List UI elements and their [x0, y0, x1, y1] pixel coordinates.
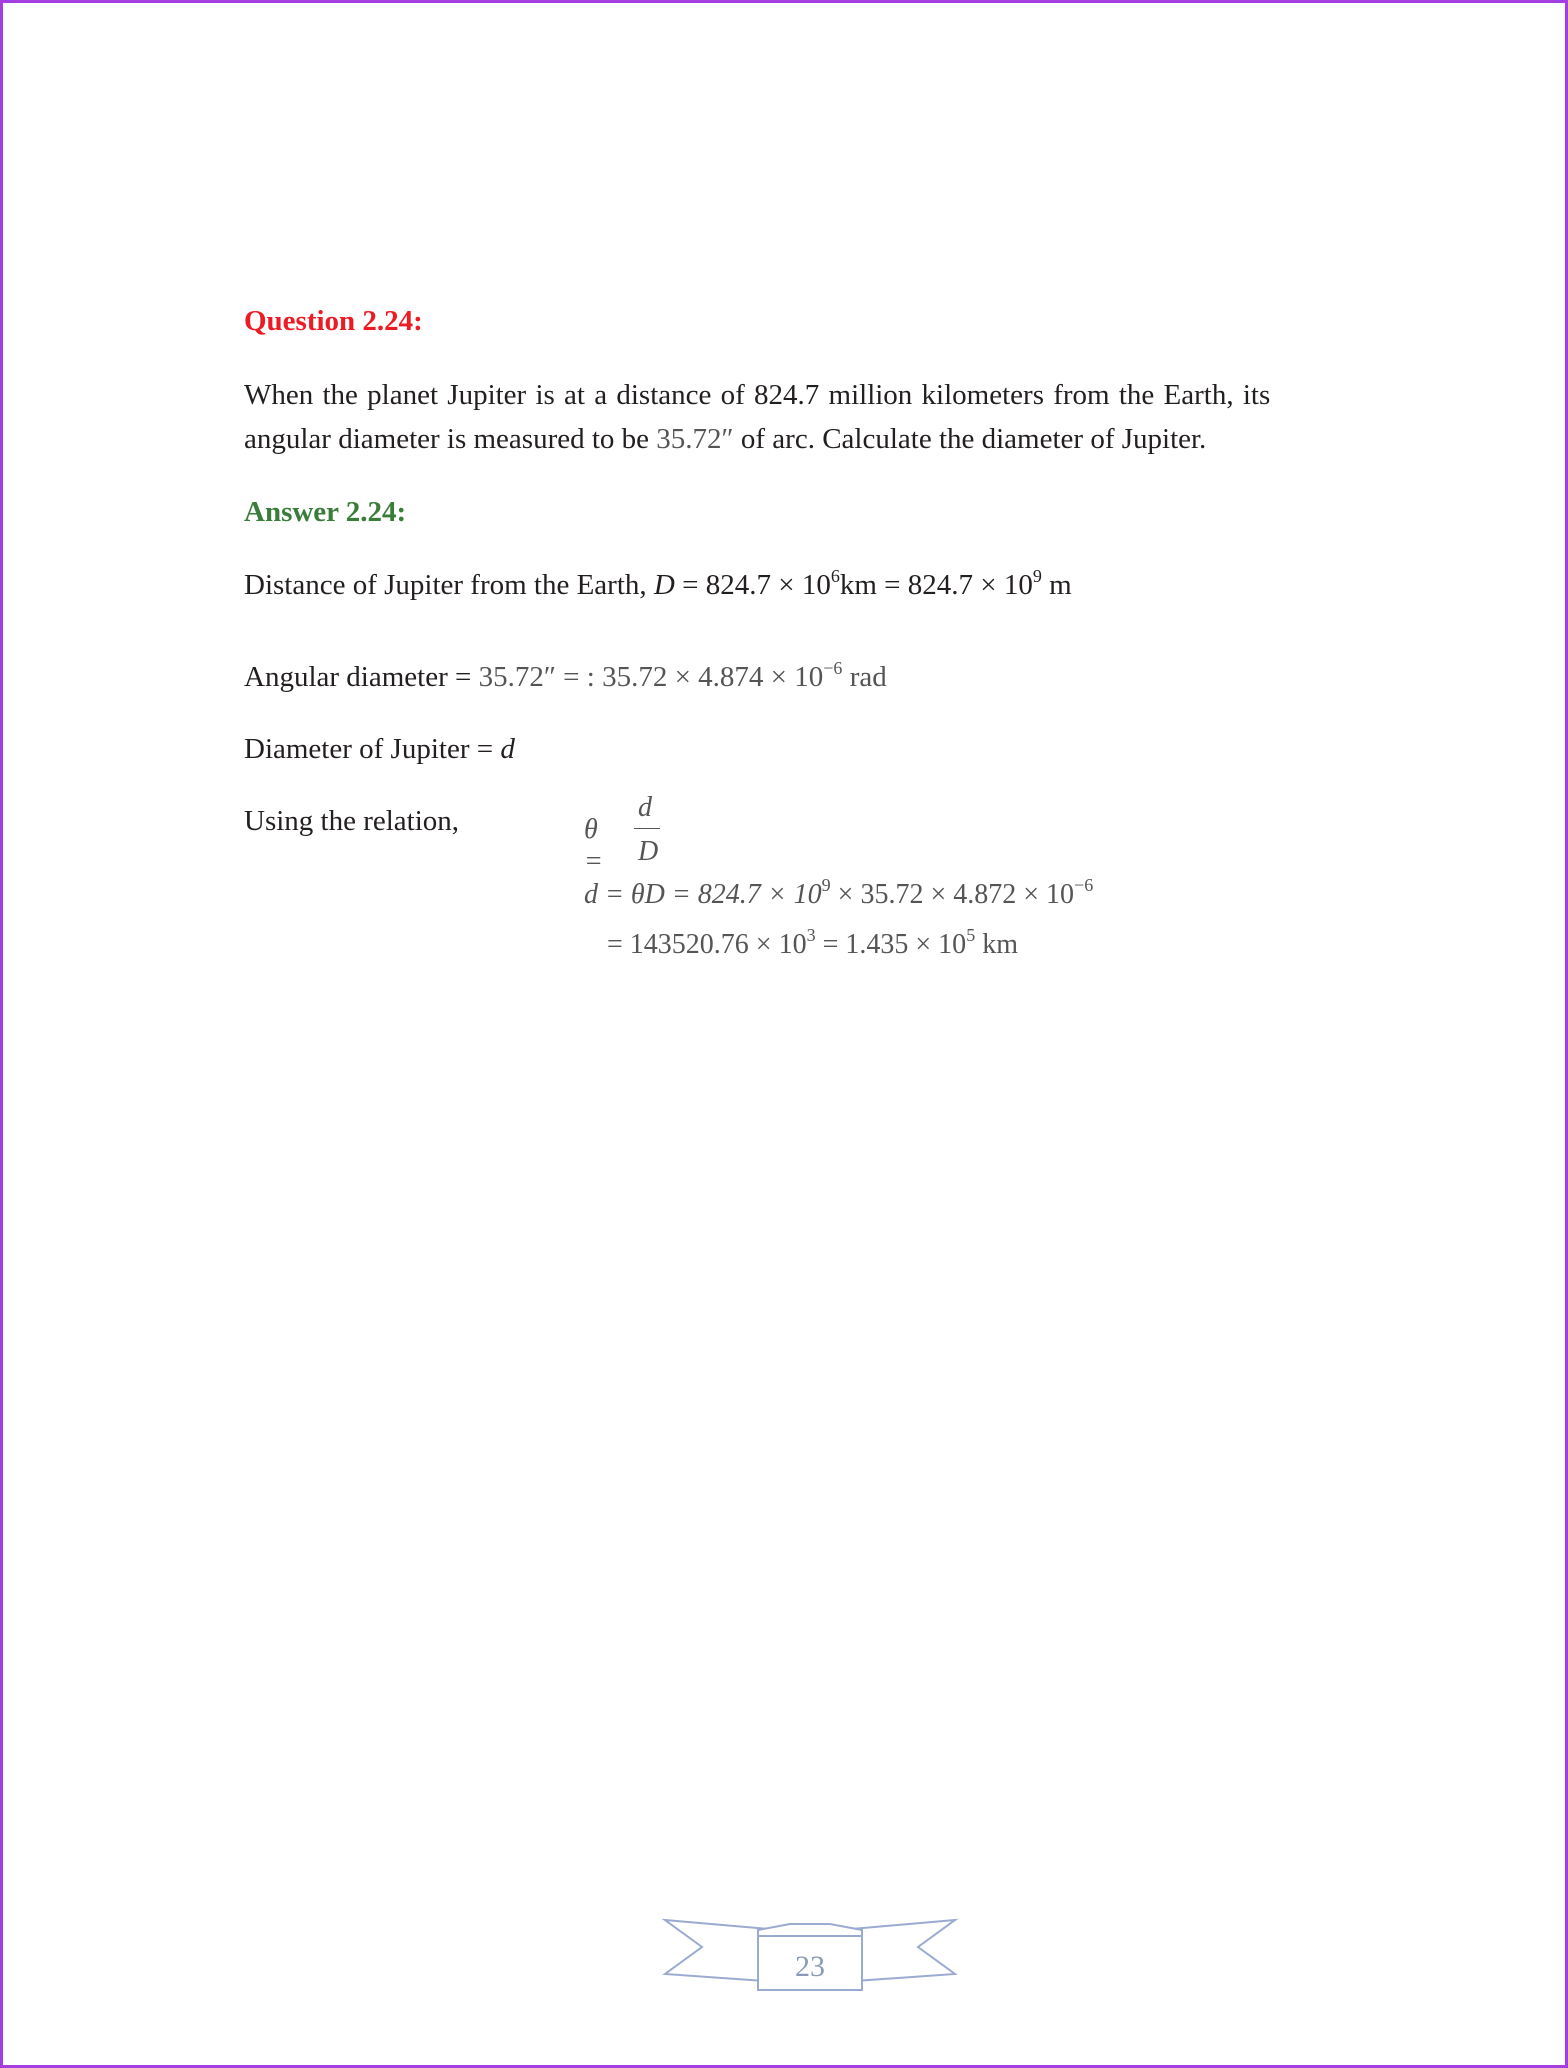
text: m	[1041, 569, 1072, 601]
formula: d = θD = 824.7 × 10	[584, 879, 822, 910]
question-text-line2	[244, 425, 1206, 454]
exp: −6	[1074, 875, 1094, 895]
text: angular diameter is measured to be	[244, 423, 657, 455]
distance-line	[244, 566, 1072, 601]
unit: rad	[842, 661, 887, 693]
formula: 35.72″ = : 35.72 × 4.874 × 10	[478, 661, 824, 693]
answer-heading: Answer 2.24:	[244, 496, 407, 528]
text: of arc. Calculate the diameter of Jupiter.	[733, 423, 1207, 455]
exp: −6	[823, 658, 843, 678]
text: km = 824.7 × 10	[839, 569, 1033, 601]
question-text-line1: When the planet Jupiter is at a distance of 824.7 million kilometers from the Earth, its	[244, 379, 1271, 411]
angle-value: 35.72″	[656, 423, 734, 455]
relation-label: Using the relation,	[244, 805, 460, 837]
denominator: D	[638, 836, 659, 867]
question-heading: Question 2.24:	[244, 305, 423, 337]
fraction-bar	[634, 828, 660, 829]
theta: θ =	[584, 814, 603, 877]
exp: 9	[1032, 566, 1042, 586]
page-number: 23	[795, 1950, 825, 1983]
text: = 824.7 × 10	[674, 569, 831, 601]
angular-line	[244, 658, 887, 693]
exp: 9	[821, 875, 831, 895]
calc-line-2	[607, 925, 1018, 960]
formula: = 143520.76 × 10	[607, 929, 807, 960]
formula: = 1.435 × 10	[815, 929, 967, 960]
formula: × 35.72 × 4.872 × 10	[830, 879, 1075, 910]
text: Distance of Jupiter from the Earth,	[244, 569, 654, 601]
text: Diameter of Jupiter =	[244, 733, 501, 765]
text: Angular diameter =	[244, 661, 479, 693]
unit: km	[975, 929, 1018, 960]
exp: 6	[830, 566, 840, 586]
calc-line-1	[584, 875, 1094, 910]
var: D	[653, 569, 675, 601]
exp: 5	[966, 925, 976, 945]
var: d	[500, 733, 515, 765]
numerator: d	[638, 792, 652, 823]
exp: 3	[806, 925, 816, 945]
diameter-line	[244, 735, 515, 764]
